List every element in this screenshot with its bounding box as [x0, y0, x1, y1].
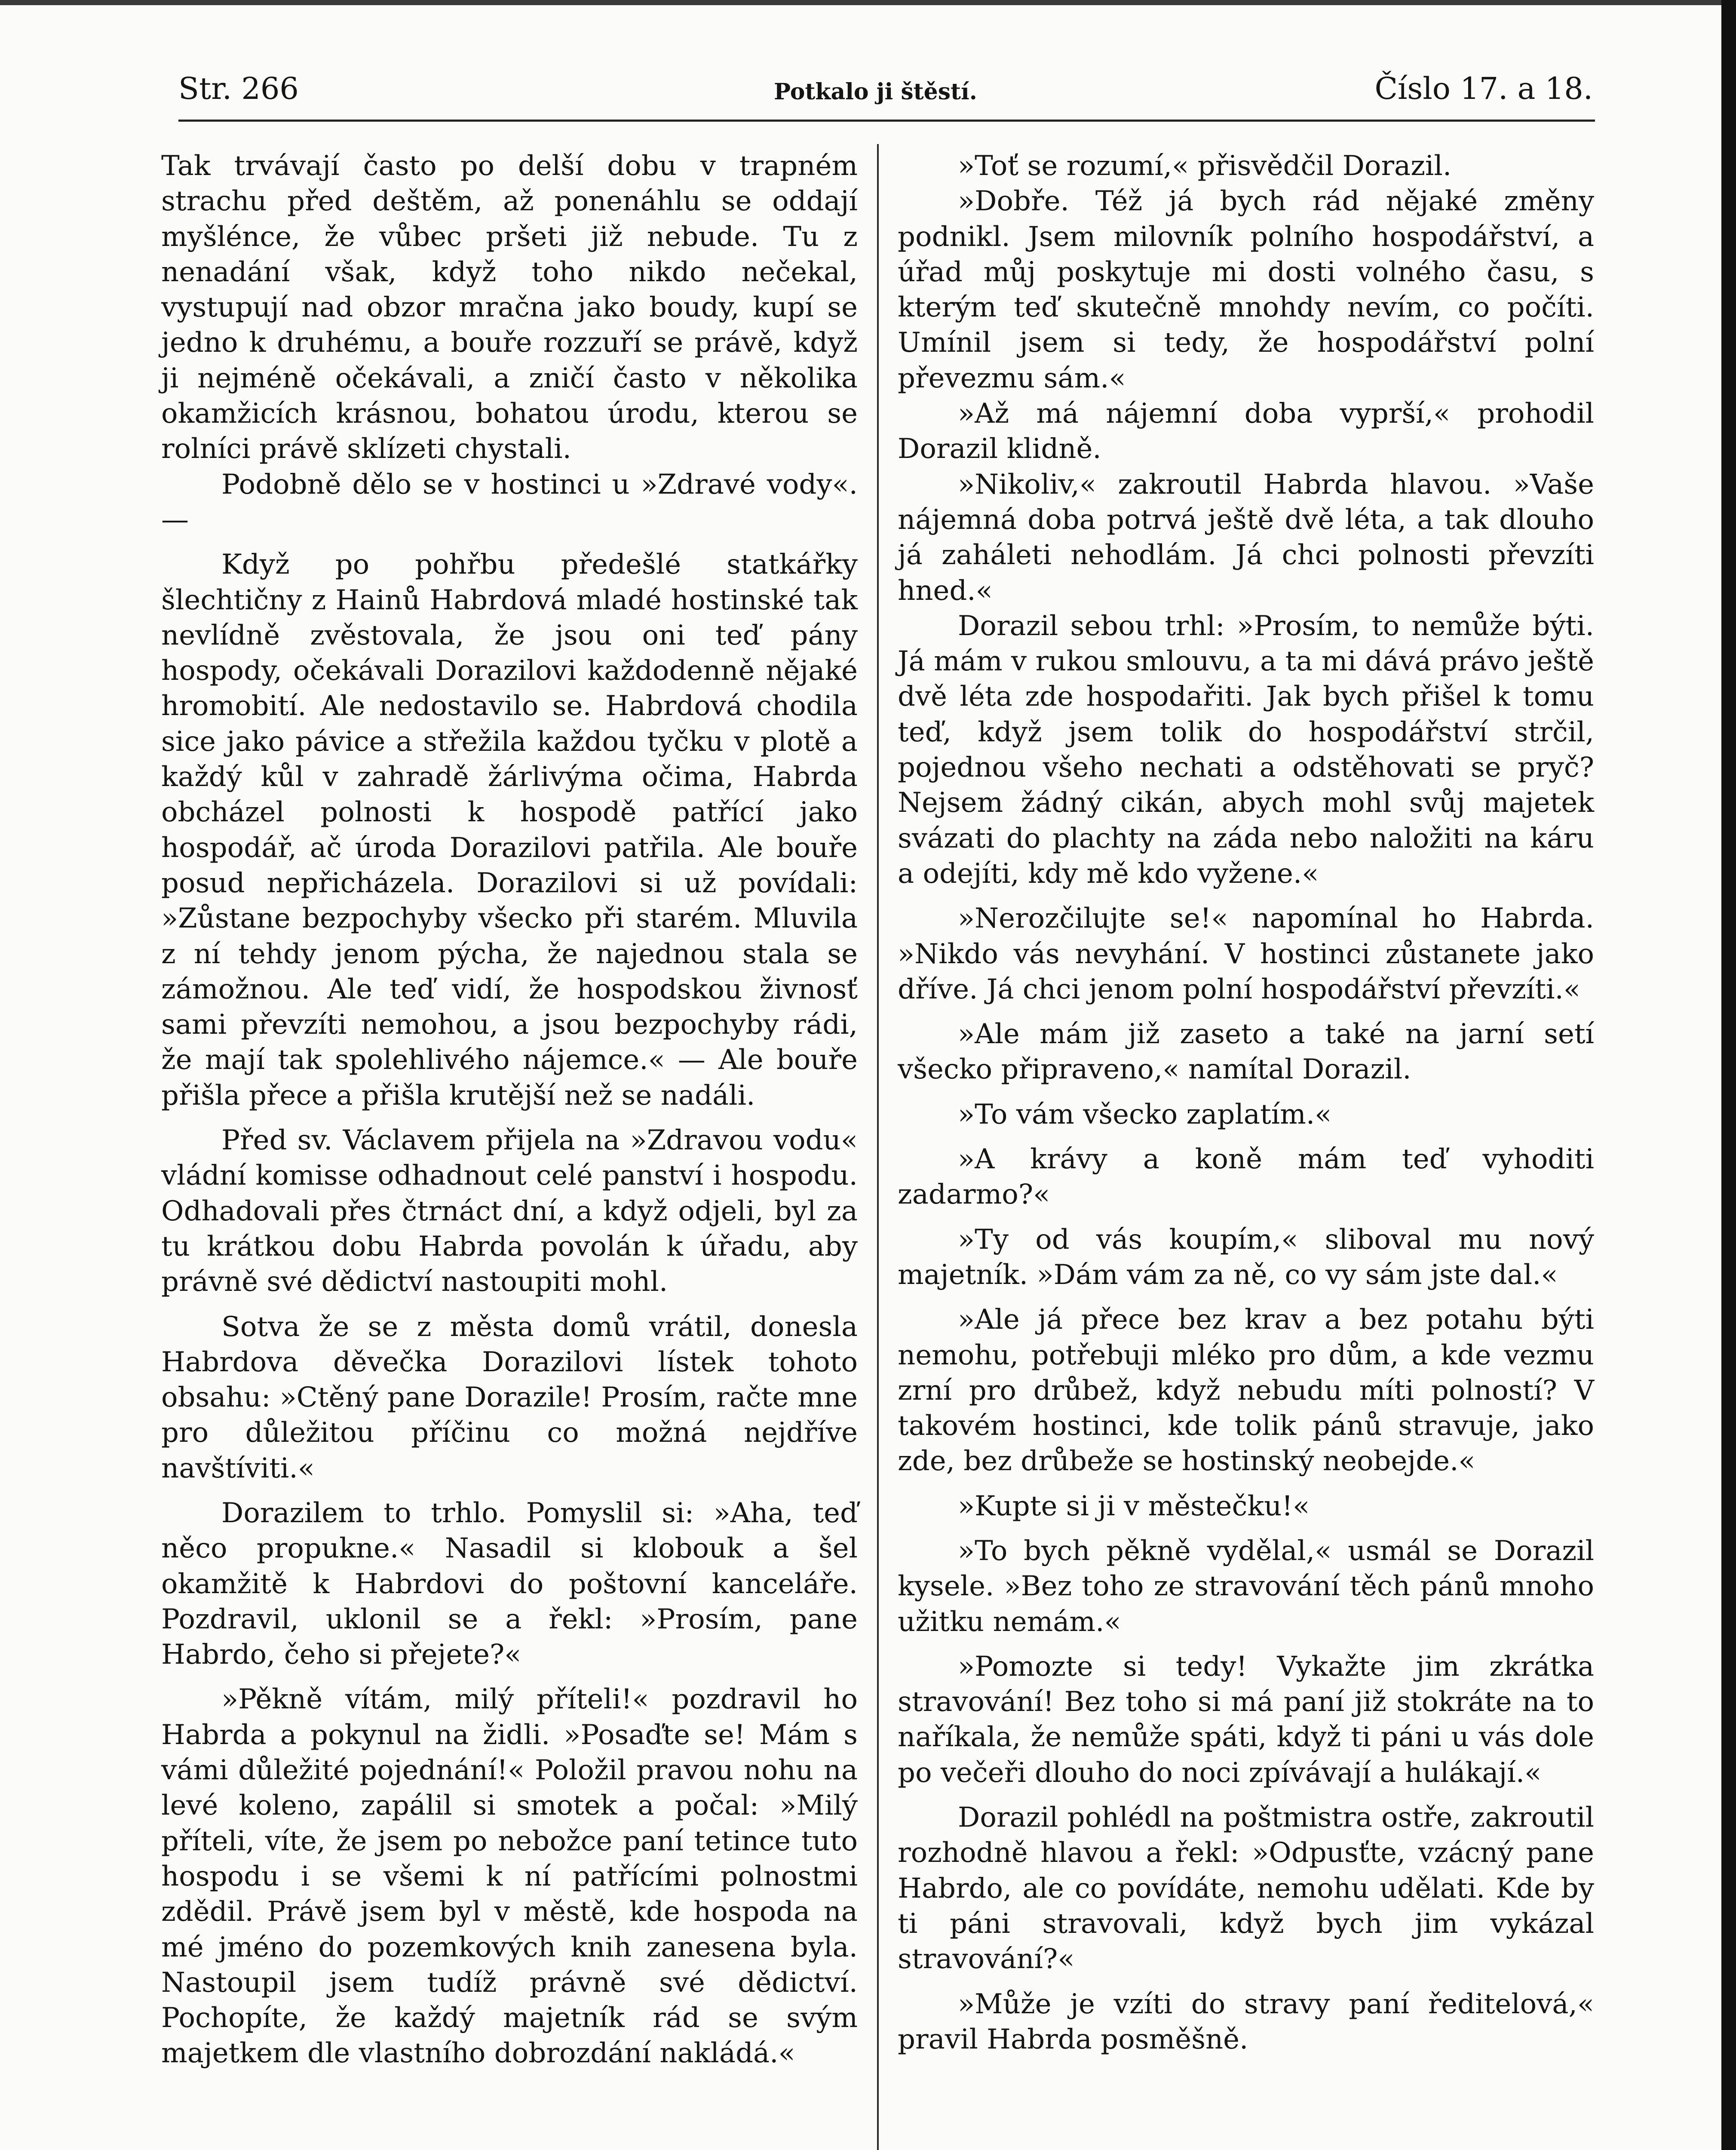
scan-border-top [0, 0, 1736, 5]
paragraph: »Ty od vás koupím,« sliboval mu nový majetník. »Dám vám za ně, co vy sám jste dal.« [898, 1223, 1594, 1291]
paragraph: Tak trvávají často po delší dobu v trapném strachu před deštěm, až ponenáhlu se oddají myšlénce, že vůbec pršeti již nebude. Tu z nenadání však, když toho nikdo nečekal, vystupují nad obzor mračna jako boudy, kupí se jedno k druhému, a bouře rozzuří se právě, když ji nejméně očekávali, a zničí často v několika okamžicích krásnou, bohatou úrodu, kterou se rolníci právě sklízeti chystali. [161, 150, 858, 465]
paragraph: »Pomozte si tedy! Vykažte jim zkrátka stravování! Bez toho si má paní již stokráte na to naříkala, že nemůže spáti, když ti páni u vás dole po večeři dlouho do noci zpívávají a hulákají.« [898, 1650, 1594, 1789]
paragraph: »Ale mám již zaseto a také na jarní setí všecko připraveno,« namítal Dorazil. [898, 1018, 1594, 1086]
left-column [161, 148, 858, 2071]
paragraph: »To bych pěkně vydělal,« usmál se Dorazil kysele. »Bez toho ze stravování těch pánů mnoho užitku nemám.« [898, 1535, 1594, 1638]
paragraph: Dorazil pohlédl na poštmistra ostře, zakroutil rozhodně hlavou a řekl: »Odpusťte, vzácný pane Habrdo, ale co povídáte, nemohu udělati. Kde by ti páni stravovali, když bych jim vykázal stravování?« [898, 1802, 1594, 1975]
paragraph: »To vám všecko zaplatím.« [958, 1098, 1332, 1130]
running-header [178, 71, 1593, 118]
paragraph: »Dobře. Též já bych rád nějaké změny podnikl. Jsem milovník polního hospodářství, a úřad můj poskytuje mi dosti volného času, s kterým teď skutečně mnohdy nevím, co počíti. Umínil jsem si tedy, že hospodářství polní převezmu sám.« [898, 185, 1594, 394]
paragraph: »Může je vzíti do stravy paní ředitelová,« pravil Habrda posměšně. [898, 1988, 1594, 2055]
paragraph: Sotva že se z města domů vrátil, donesla Habrdova děvečka Dorazilovi lístek tohoto obsahu: »Ctěný pane Dorazile! Prosím, račte mne pro důležitou příčinu co možná nejdříve navštíviti.« [161, 1311, 858, 1484]
paragraph: Podobně dělo se v hostinci u »Zdravé vody«. — [161, 468, 858, 536]
paragraph: »Nerozčilujte se!« napomínal ho Habrda. »Nikdo vás nevyhání. V hostinci zůstanete jako dříve. Já chci jenom polní hospodářství převzíti.« [898, 903, 1594, 1005]
page-number: Str. 266 [178, 71, 299, 106]
paragraph: »Kupte si ji v městečku!« [958, 1490, 1310, 1522]
running-title: Potkalo ji štěstí. [774, 79, 977, 105]
paragraph: »A krávy a koně mám teď vyhoditi zadarmo?« [898, 1143, 1594, 1211]
paragraph: Když po pohřbu předešlé statkářky šlechtičny z Hainů Habrdová mladé hostinské tak nevlídně zvěstovala, že jsou oni teď pány hospody, očekávali Dorazilovi každodenně nějaké hromobití. Ale nedostavilo se. Habrdová chodila sice jako pávice a střežila každou tyčku v plotě a každý kůl v zahradě žárlivýma očima, Habrda obcházel polnosti k hospodě patřící jako hospodář, ač úroda Dorazilovi patřila. Ale bouře posud nepřicházela. Dorazilovi si už povídali: »Zůstane bezpochyby všecko při starém. Mluvila z ní tehdy jenom pýcha, že najednou stala se zámožnou. Ale teď vidí, že hospodskou živnosť sami převzíti nemohou, a jsou bezpochyby rádi, že mají tak spolehlivého nájemce.« — Ale bouře přišla přece a přišla krutější než se nadáli. [161, 549, 858, 1112]
issue-number: Číslo 17. a 18. [1374, 71, 1593, 106]
header-rule [178, 120, 1595, 122]
paragraph: »Pěkně vítám, milý příteli!« pozdravil ho Habrda a pokynul na židli. »Posaďte se! Mám s vámi důležité pojednání!« Položil pravou nohu na levé koleno, zapálil si smotek a počal: »Milý příteli, víte, že jsem po nebožce paní tetince tuto hospodu i se všemi k ní patřícími polnostmi zdědil. Právě jsem byl v městě, kde hospoda na mé jméno do pozemkových knih zanesena byla. Nastoupil jsem tudíž právně své dědictví. Pochopíte, že každý majetník rád se svým majetkem dle vlastního dobrozdání nakládá.« [161, 1683, 858, 2070]
scan-border-right [1721, 0, 1736, 2150]
paragraph: »Až má nájemní doba vyprší,« prohodil Dorazil klidně. [898, 398, 1594, 465]
paragraph: »Nikoliv,« zakroutil Habrda hlavou. »Vaše nájemná doba potrvá ještě dvě léta, a tak dlouho já zaháleti nehodlám. Já chci polnosti převzíti hned.« [898, 468, 1594, 607]
column-divider [877, 144, 879, 2150]
paragraph: »Toť se rozumí,« přisvědčil Dorazil. [958, 150, 1452, 182]
paragraph: Dorazilem to trhlo. Pomyslil si: »Aha, teď něco propukne.« Nasadil si klobouk a šel okamžitě k Habrdovi do poštovní kanceláře. Pozdravil, uklonil se a řekl: »Prosím, pane Habrdo, čeho si přejete?« [161, 1497, 858, 1671]
right-column [898, 148, 1594, 2057]
paragraph: »Ale já přece bez krav a bez potahu býti nemohu, potřebuji mléko pro dům, a kde vezmu zrní pro drůbež, když nebudu míti polností? V takovém hostinci, kde tolik pánů stravuje, jako zde, bez drůbeže se hostinský neobejde.« [898, 1304, 1594, 1477]
paragraph: Dorazil sebou trhl: »Prosím, to nemůže býti. Já mám v rukou smlouvu, a ta mi dává právo ještě dvě léta zde hospodařiti. Jak bych přišel k tomu teď, když jsem tolik do hospodářství strčil, pojednou všeho nechati a odstěhovati se pryč? Nejsem žádný cikán, abych mohl svůj majetek svázati do plachty na záda nebo naložiti na káru a odejíti, kdy mě kdo vyžene.« [898, 610, 1594, 890]
paragraph: Před sv. Václavem přijela na »Zdravou vodu« vládní komisse odhadnout celé panství i hospodu. Odhadovali přes čtrnáct dní, a když odjeli, byl za tu krátkou dobu Habrda povolán k úřadu, aby právně své dědictví nastoupiti mohl. [161, 1124, 858, 1298]
